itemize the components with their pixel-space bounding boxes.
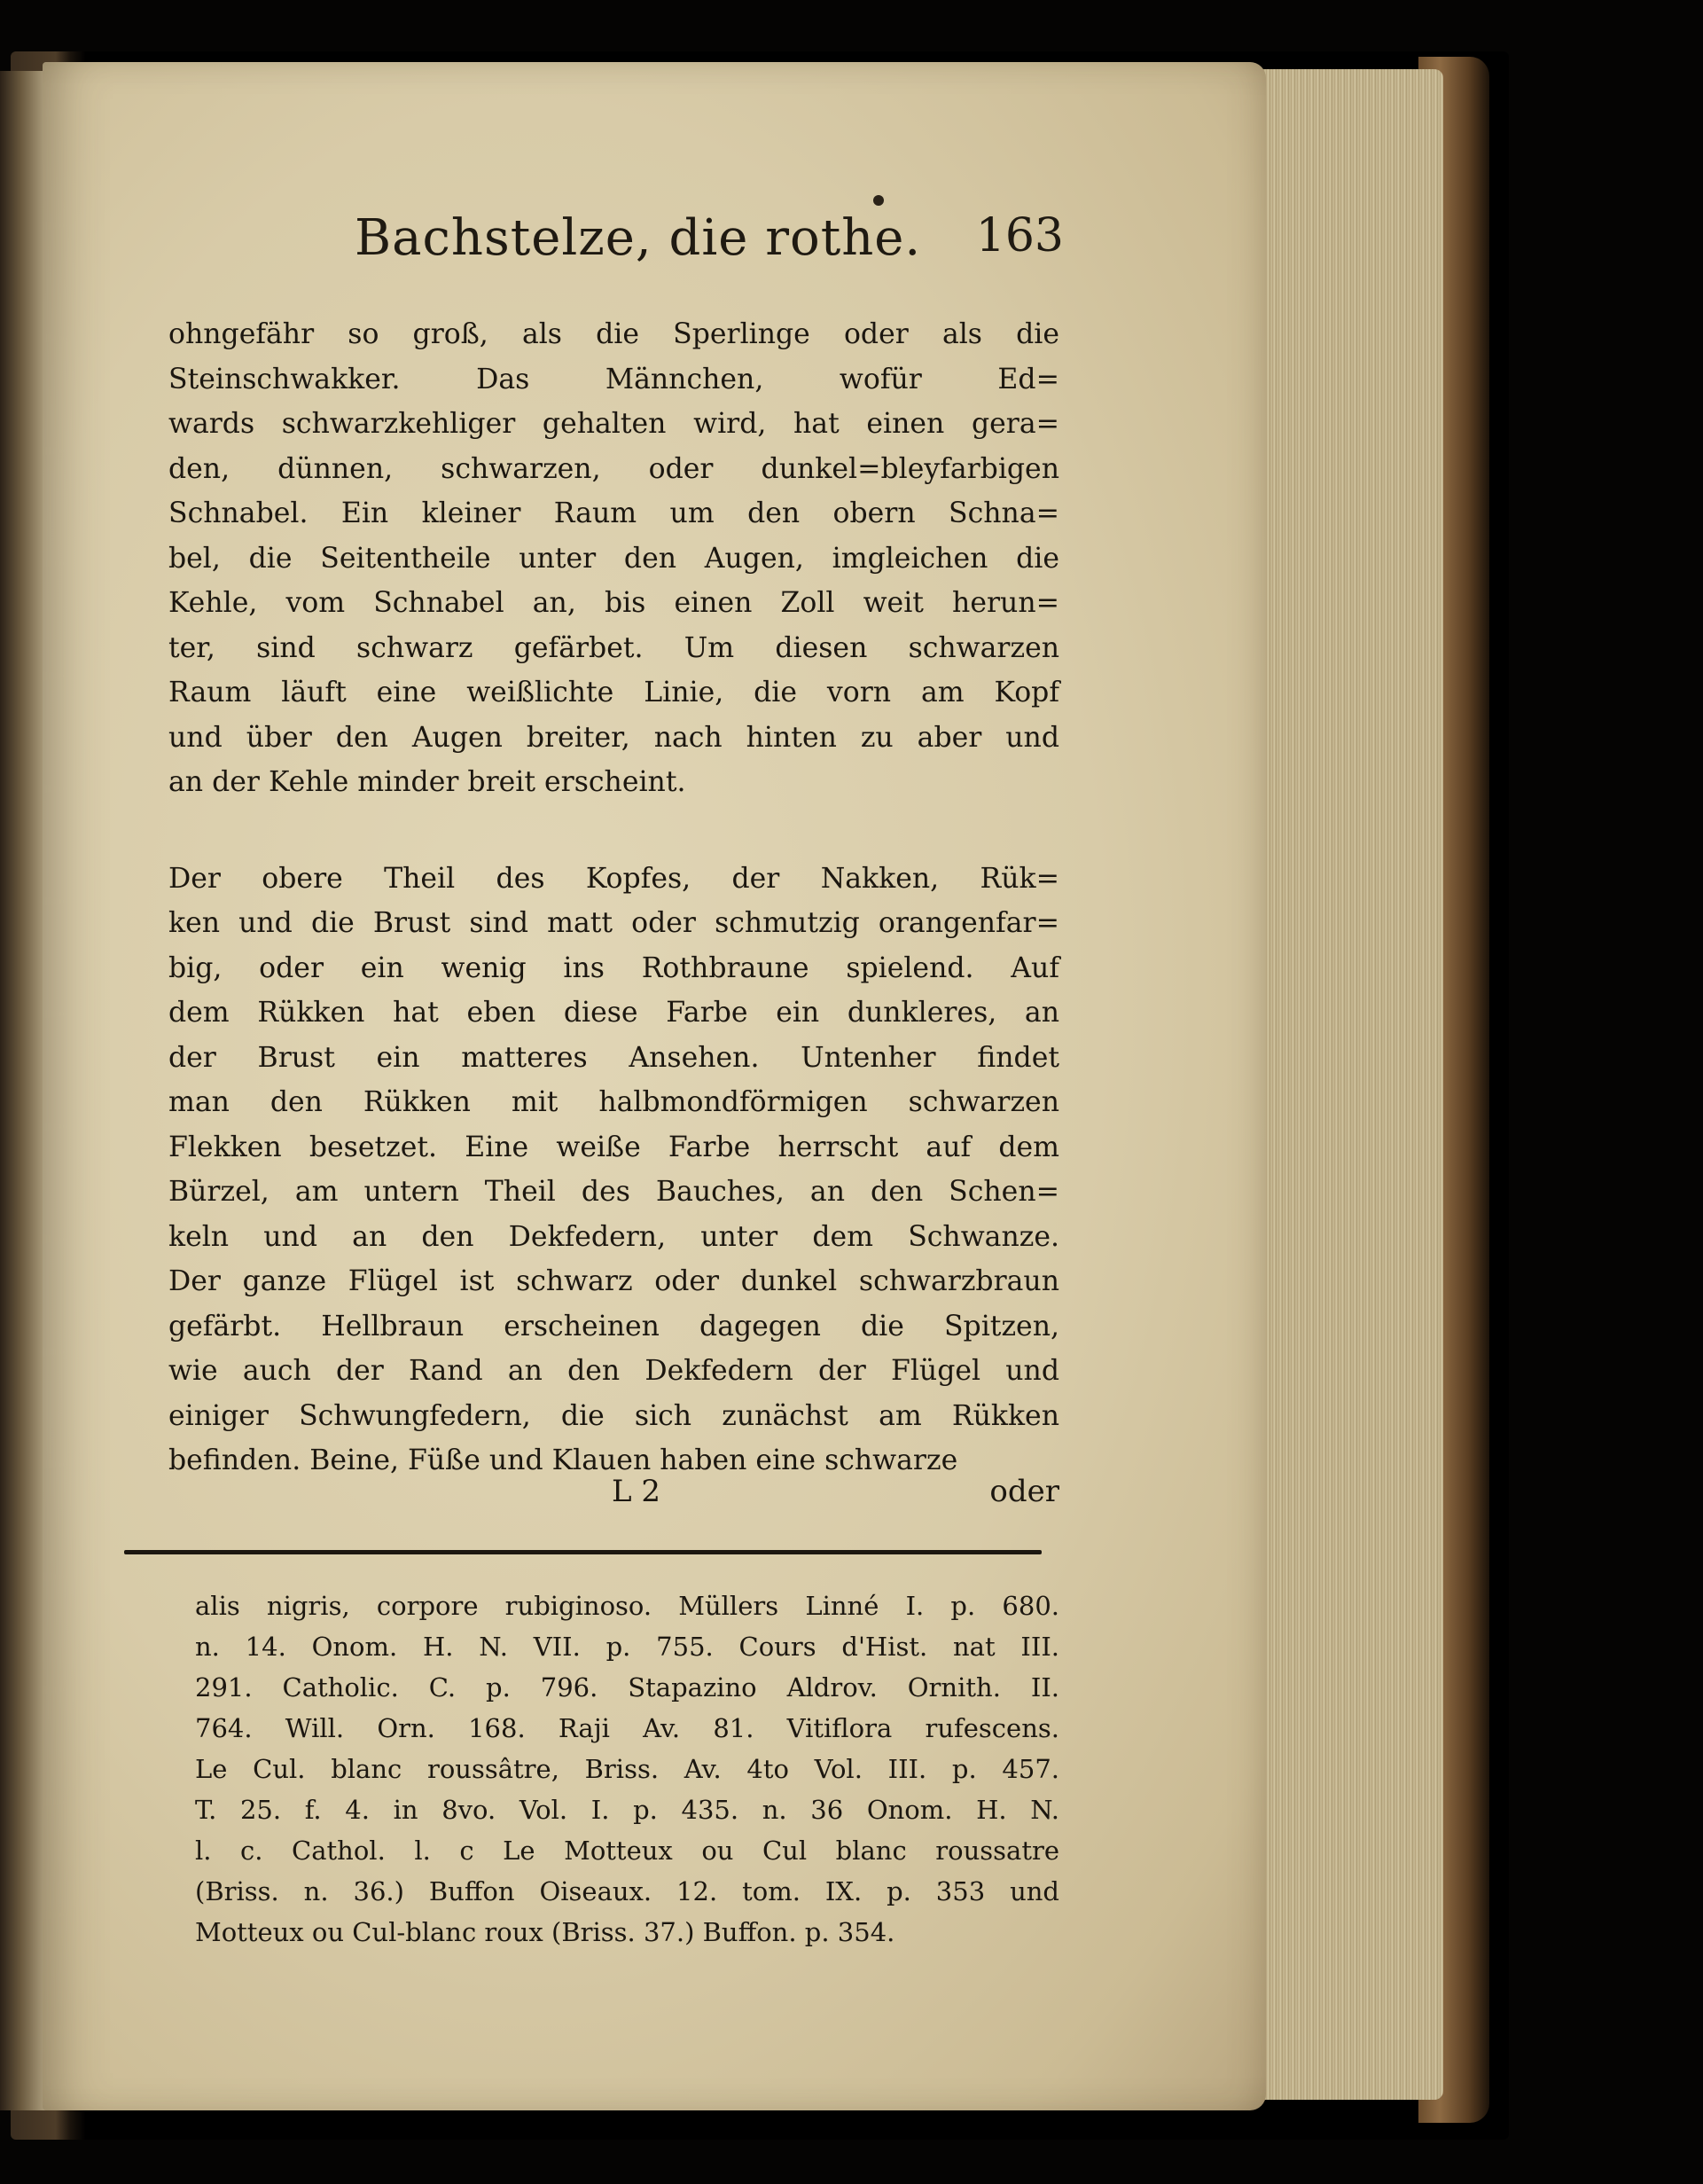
- text-line: Motteux ou Cul-blanc roux (Briss. 37.) Buffon. p. 354.: [195, 1917, 895, 1947]
- text-line: (Briss. n. 36.) Buffon Oiseaux. 12. tom. IX. p. 353 und: [195, 1876, 1059, 1906]
- text-line: ohngefähr so groß, als die Sperlinge oder als die: [168, 318, 1059, 350]
- text-line: befinden. Beine, Füße und Klauen haben eine schwarze: [168, 1444, 958, 1476]
- text-line: man den Rükken mit halbmondförmigen schwarzen: [168, 1086, 1059, 1118]
- text-line: Schnabel. Ein kleiner Raum um den obern Schna=: [168, 497, 1059, 529]
- text-line: Kehle, vom Schnabel an, bis einen Zoll weit herun=: [168, 587, 1059, 619]
- text-line: Steinschwakker. Das Männchen, wofür Ed=: [168, 363, 1059, 395]
- text-line: 291. Catholic. C. p. 796. Stapazino Aldrov. Ornith. II.: [195, 1672, 1059, 1703]
- text-line: keln und an den Dekfedern, unter dem Schwanze.: [168, 1220, 1059, 1253]
- running-head: [266, 209, 1064, 280]
- text-line: bel, die Seitentheile unter den Augen, imgleichen die: [168, 542, 1059, 575]
- text-line: wie auch der Rand an den Dekfedern der Flügel und: [168, 1355, 1059, 1387]
- running-title: Bachstelze, die rothe.: [355, 209, 922, 267]
- footnote: [195, 1585, 1059, 1953]
- ink-spot: [873, 195, 884, 206]
- text-line: ter, sind schwarz gefärbet. Um diesen schwarzen: [168, 631, 1059, 664]
- paragraph-1: [168, 312, 1059, 805]
- text-line: und über den Augen breiter, nach hinten zu aber und: [168, 721, 1059, 754]
- text-line: der Brust ein matteres Ansehen. Untenher findet: [168, 1041, 1059, 1074]
- text-line: Flekken besetzet. Eine weiße Farbe herrscht auf dem: [168, 1131, 1059, 1163]
- signature-mark: L 2: [612, 1474, 661, 1509]
- text-line: Raum läuft eine weißlichte Linie, die vorn am Kopf: [168, 677, 1059, 708]
- text-line: Der obere Theil des Kopfes, der Nakken, Rük=: [168, 862, 1059, 895]
- text-line: einiger Schwungfedern, die sich zunächst am Rükken: [168, 1399, 1059, 1432]
- page-fore-edge: [1248, 69, 1443, 2100]
- text-line: big, oder ein wenig ins Rothbraune spielend. Auf: [168, 951, 1059, 984]
- text-line: gefärbt. Hellbraun erscheinen dagegen die Spitzen,: [168, 1310, 1059, 1342]
- text-line: T. 25. f. 4. in 8vo. Vol. I. p. 435. n. 36 Onom. H. N.: [195, 1795, 1059, 1825]
- signature-row: [168, 1474, 1059, 1518]
- text-line: ken und die Brust sind matt oder schmutzig orangenfar=: [168, 907, 1059, 939]
- text-line: 764. Will. Orn. 168. Raji Av. 81. Vitiflora rufescens.: [195, 1713, 1059, 1743]
- paragraph-2: [168, 857, 1059, 1483]
- text-line: n. 14. Onom. H. N. VII. p. 755. Cours d'Hist. nat III.: [195, 1632, 1059, 1662]
- text-line: Bürzel, am untern Theil des Bauches, an den Schen=: [168, 1176, 1059, 1208]
- catchword: oder: [989, 1474, 1059, 1509]
- text-line: an der Kehle minder breit erscheint.: [168, 766, 686, 798]
- text-line: l. c. Cathol. l. c Le Motteux ou Cul blanc roussatre: [195, 1836, 1059, 1866]
- text-line: alis nigris, corpore rubiginoso. Müllers Linné I. p. 680.: [195, 1591, 1059, 1621]
- text-line: den, dünnen, schwarzen, oder dunkel=bleyfarbigen: [168, 452, 1059, 485]
- text-line: dem Rükken hat eben diese Farbe ein dunkleres, an: [168, 997, 1059, 1029]
- text-line: Der ganze Flügel ist schwarz oder dunkel schwarzbraun: [168, 1265, 1059, 1297]
- text-line: Le Cul. blanc roussâtre, Briss. Av. 4to Vol. III. p. 457.: [195, 1754, 1059, 1784]
- paragraph-gap: [168, 805, 1059, 857]
- page-number: 163: [975, 209, 1064, 262]
- body-text: [168, 312, 1059, 1483]
- text-line: wards schwarzkehliger gehalten wird, hat einen gera=: [168, 408, 1059, 440]
- footnote-rule: [124, 1550, 1042, 1554]
